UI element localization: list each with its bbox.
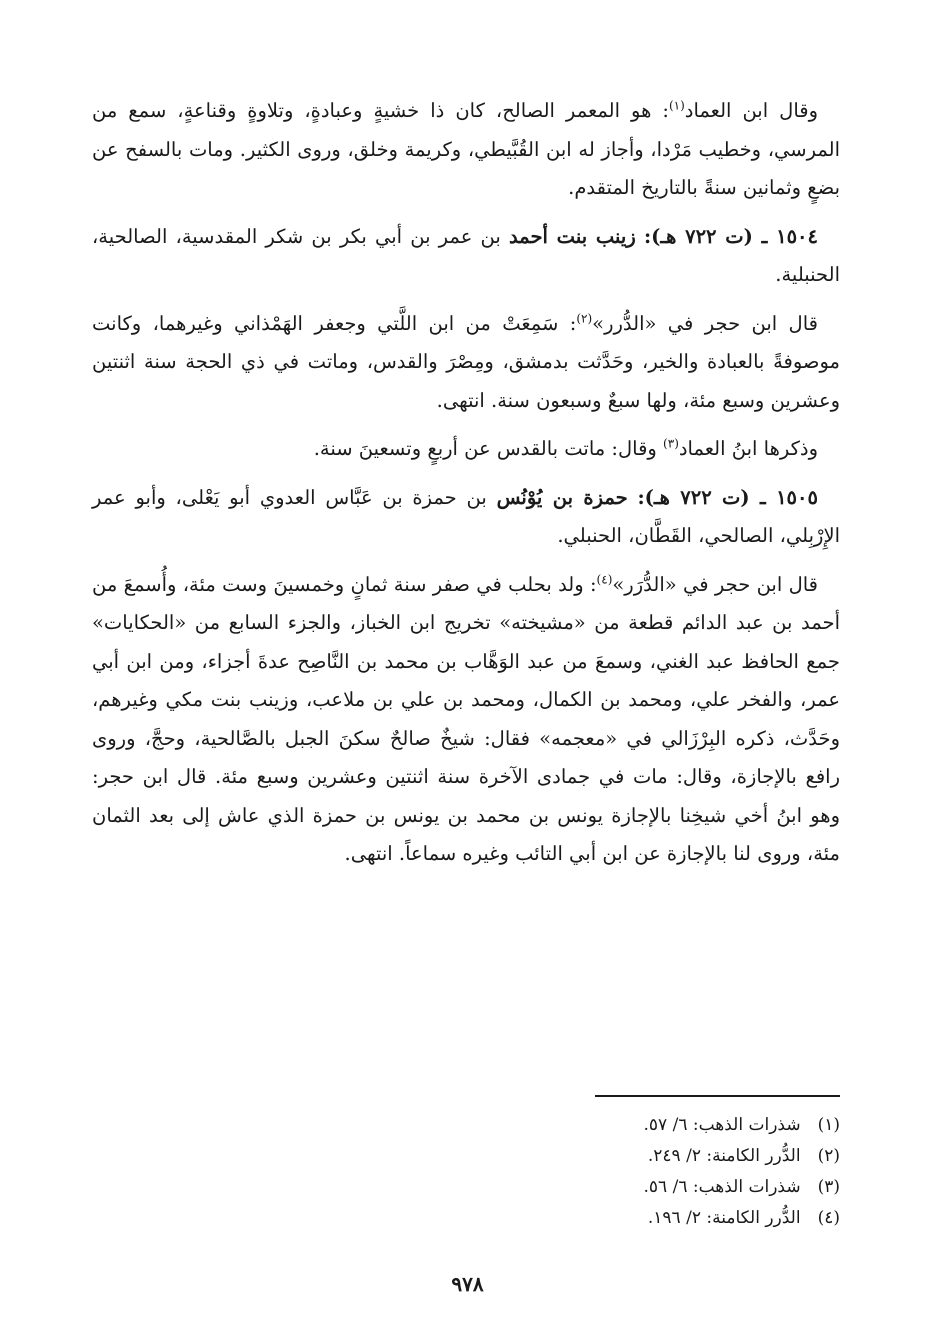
- entry-number: ١٥٠٥ ـ (ت ٧٢٢ هـ):: [637, 485, 818, 509]
- paragraph-ibn-al-imad: [92, 92, 840, 208]
- footnote-divider: [595, 1095, 840, 1097]
- footnote-mark: (٤): [817, 1208, 840, 1228]
- footnote-item: [440, 1141, 840, 1172]
- entry-lineage: بن عمر بن أبي بكر بن شكر المقدسية، الصالحية، الحنبلية.: [92, 224, 840, 286]
- entry-lineage: بن حمزة بن عَبَّاس العدوي أبو يَعْلى، وأبو عمر الإِرْبِلي، الصالحي، القَطَّان، الحنبلي.: [92, 485, 840, 547]
- footnote-mark: (٣): [817, 1177, 840, 1197]
- paragraph-text: : هو المعمر الصالح، كان ذا خشيةٍ وعبادةٍ، وتلاوةٍ وقناعةٍ، سمع من المرسي، وخطيب مَرْدا، وأجاز له ابن القُبَّيطي، وكريمة وخلق، وروى الكثير. ومات بالسفح عن بضعٍ وثمانين سنةً بالتاريخ المتقدم.: [92, 99, 840, 199]
- paragraph-text: وقال ابن العماد: [684, 99, 818, 122]
- footnote-ref[interactable]: (٢): [576, 311, 593, 325]
- footnote-ref[interactable]: (١): [668, 98, 685, 113]
- paragraph-text: قال ابن حجر في «الدُّرر»: [592, 311, 818, 335]
- paragraph-ibn-al-imad-2: [92, 430, 840, 469]
- entry-1504: [92, 218, 840, 295]
- entry-number: ١٥٠٤ ـ (ت ٧٢٢ هـ):: [643, 224, 818, 248]
- footnote-mark: (٢): [817, 1146, 840, 1166]
- footnote-ref[interactable]: (٣): [663, 436, 679, 451]
- footnote-text: شذرات الذهب: ٦/ ٥٦.: [643, 1177, 801, 1197]
- paragraph-ibn-hajar-2: [92, 566, 840, 874]
- footnotes: [440, 1110, 840, 1234]
- paragraph-text: : ولد بحلب في صفر سنة ثمانٍ وخمسينَ وست مئة، وأُسمعَ من أحمد بن عبد الدائم قطعة من «مشيخته» تخريج ابن الخباز، والجزء السابع من «الحكايات» جمع الحافظ عبد الغني، وسمعَ من عبد الوَهَّاب بن محمد بن النَّاصِح عدةَ أجزاء، ومن ابن أبي عمر، والفخر علي، ومحمد بن الكمال، ومحمد بن علي بن ملاعب، وزينب بنت مكي وغيرهم، وحَدَّث، ذكره البِرْزَالي في «معجمه» فقال: شيخٌ صالحٌ سكنَ الجبل بالصَّالحية، وحجَّ، وروى رافع بالإجازة، وقال: مات في جمادى الآخرة سنة اثنتين وعشرين وسبع مئة. قال ابن حجر: وهو ابنُ أخي شيخِنا بالإجازة يونس بن محمد بن يونس بن حمزة الذي عاش إلى بعد الثمان مئة، وروى لنا بالإجازة عن ابن أبي التائب وغيره سماعاً. انتهى.: [92, 572, 840, 865]
- footnote-text: الدُّرر الكامنة: ٢/ ١٩٦.: [647, 1208, 801, 1228]
- footnote-ref[interactable]: (٤): [596, 572, 613, 586]
- footnote-text: شذرات الذهب: ٦/ ٥٧.: [643, 1115, 801, 1135]
- paragraph-text: قال ابن حجر في «الدُّرَر»: [612, 572, 818, 596]
- footnote-mark: (١): [817, 1115, 840, 1135]
- footnote-item: [440, 1172, 840, 1203]
- page-number: ٩٧٨: [451, 1272, 484, 1296]
- footnote-item: [440, 1203, 840, 1234]
- footnote-text: الدُّرر الكامنة: ٢/ ٢٤٩.: [647, 1146, 801, 1166]
- entry-1505: [92, 479, 840, 556]
- paragraph-text: وقال: ماتت بالقدس عن أربعٍ وتسعينَ سنة.: [313, 437, 664, 460]
- entry-name: حمزة بن يُوْنُس: [496, 485, 628, 509]
- paragraph-text: وذكرها ابنُ العماد: [678, 437, 818, 460]
- paragraph-ibn-hajar-1: [92, 305, 840, 421]
- paragraph-text: : سَمِعَتْ من ابن اللَّتي وجعفر الهَمْذاني وغيرهما، وكانت موصوفةً بالعبادة والخير، وحَدَّثت بدمشق، ومِصْرَ والقدس، وماتت في ذي الحجة سنة اثنتين وعشرين وسبع مئة، ولها سبعٌ وسبعون سنة. انتهى.: [92, 311, 840, 412]
- footnote-item: [440, 1110, 840, 1141]
- page-body: [92, 92, 840, 884]
- entry-name: زينب بنت أحمد: [508, 224, 636, 248]
